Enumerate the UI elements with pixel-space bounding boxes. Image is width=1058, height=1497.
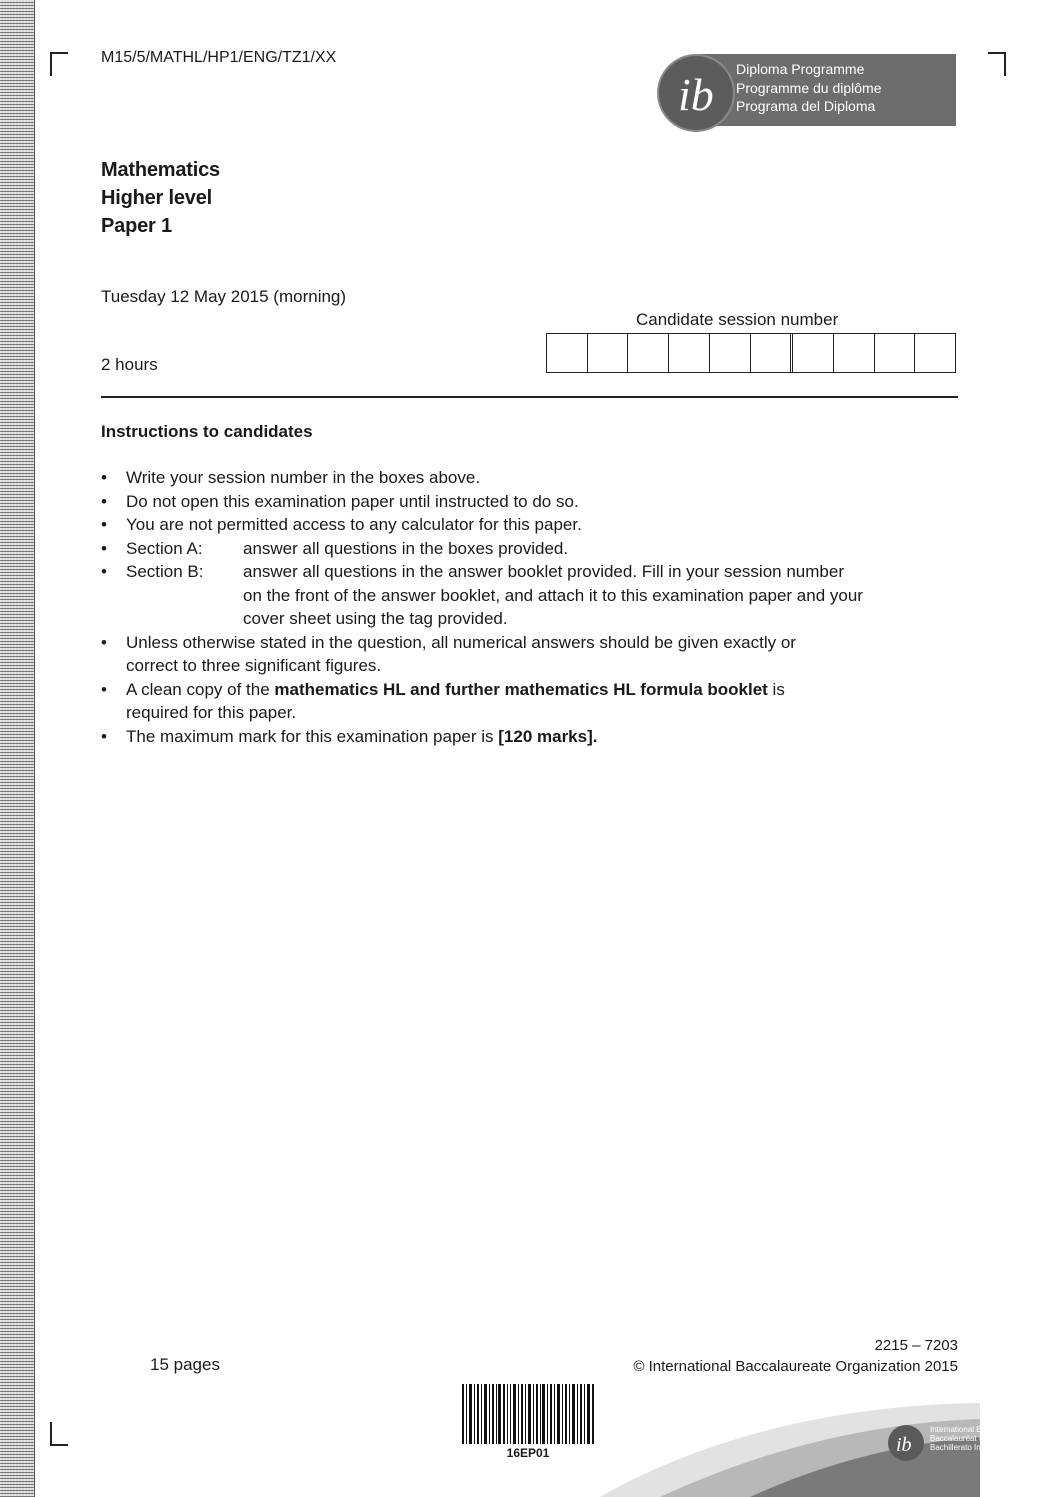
paper-code: 2215 – 7203 — [874, 1337, 958, 1354]
section-b-text — [243, 560, 961, 631]
session-box-2[interactable] — [588, 334, 629, 372]
section-a-label: Section A: — [126, 538, 203, 558]
instructions-title: Instructions to candidates — [101, 422, 313, 441]
bullet-icon: • — [101, 538, 107, 558]
instruction-item — [101, 631, 961, 678]
max-marks: [120 marks]. — [498, 726, 598, 746]
scan-edge-strip — [0, 0, 35, 1497]
instructions-list — [101, 466, 961, 748]
session-box-9[interactable] — [875, 334, 916, 372]
ib-logo-line-3: Programa del Diploma — [736, 98, 876, 114]
instruction-item — [101, 490, 961, 514]
document-code: M15/5/MATHL/HP1/ENG/TZ1/XX — [101, 49, 337, 66]
instruction-line — [126, 678, 961, 702]
barcode — [462, 1384, 594, 1444]
formula-booklet-name: mathematics HL and further mathematics HL formula booklet — [274, 679, 768, 699]
bullet-icon: • — [101, 679, 107, 699]
crop-mark-bottom-left — [50, 1422, 68, 1446]
instruction-text-pre: A clean copy of the — [126, 679, 275, 699]
ib-logo-lines — [736, 60, 882, 116]
instruction-text-pre: The maximum mark for this examination paper is — [126, 726, 499, 746]
copyright-notice: © International Baccalaureate Organization 2015 — [633, 1358, 958, 1375]
instruction-item — [101, 466, 961, 490]
session-box-1[interactable] — [547, 334, 588, 372]
paper-title-block — [101, 156, 220, 240]
ib-logo-text: ib — [678, 69, 714, 120]
session-number-label: Candidate session number — [636, 310, 839, 329]
session-box-7[interactable] — [793, 334, 834, 372]
bullet-icon: • — [101, 491, 107, 511]
instruction-item-formula-booklet — [101, 678, 961, 725]
subject-level: Higher level — [101, 187, 212, 209]
session-box-4[interactable] — [669, 334, 710, 372]
ib-organization-names — [930, 1425, 1033, 1452]
instruction-line: Unless otherwise stated in the question, all numerical answers should be given exactly or — [126, 632, 796, 652]
instruction-text: Do not open this examination paper until instructed to do so. — [126, 491, 579, 511]
bullet-icon: • — [101, 632, 107, 652]
instruction-item-max-marks — [101, 725, 961, 749]
bullet-icon: • — [101, 468, 107, 487]
section-b-label: Section B: — [126, 562, 204, 581]
instruction-line: required for this paper. — [126, 703, 297, 722]
session-box-5[interactable] — [710, 334, 751, 372]
page-count: 15 pages — [150, 1355, 220, 1374]
session-box-3[interactable] — [628, 334, 669, 372]
session-box-10[interactable] — [915, 334, 955, 372]
bullet-icon: • — [101, 726, 107, 746]
instruction-text: Write your session number in the boxes above. — [126, 468, 481, 487]
instruction-item-section-b — [101, 560, 961, 631]
bullet-icon: • — [101, 515, 107, 534]
subject-name: Mathematics — [101, 159, 220, 181]
bullet-icon: • — [101, 562, 107, 581]
instruction-item — [101, 513, 961, 537]
org-name-fr: Baccalauréat International — [930, 1434, 1023, 1443]
header-divider — [101, 396, 958, 398]
session-box-6[interactable] — [751, 334, 794, 372]
footer-info — [633, 1335, 958, 1377]
ib-logo-line-2: Programme du diplôme — [736, 79, 882, 96]
instruction-text-post: is — [767, 679, 785, 699]
session-box-8[interactable] — [834, 334, 875, 372]
section-b-line-2: on the front of the answer booklet, and attach it to this examination paper and your — [243, 585, 863, 605]
org-name-es: Bachillerato Internacional — [930, 1443, 1020, 1452]
crop-mark-top-left — [50, 52, 68, 76]
instruction-text — [126, 725, 961, 749]
instruction-text: You are not permitted access to any calculator for this paper. — [126, 515, 582, 534]
exam-date: Tuesday 12 May 2015 (morning) — [101, 287, 347, 306]
paper-number: Paper 1 — [101, 215, 172, 237]
section-a-text: answer all questions in the boxes provided. — [243, 538, 569, 558]
exam-duration: 2 hours — [101, 355, 158, 374]
org-name-en: International Baccalaureate® — [930, 1425, 1034, 1434]
barcode-label: 16EP01 — [506, 1446, 550, 1460]
ib-logo-line-1: Diploma Programme — [736, 61, 865, 77]
instruction-item-section-a — [101, 537, 961, 561]
instruction-text — [126, 631, 961, 678]
svg-text:ib: ib — [896, 1434, 912, 1456]
session-number-boxes[interactable] — [546, 333, 956, 373]
instruction-text — [126, 678, 961, 725]
ib-diploma-logo — [656, 52, 960, 134]
ib-footer-swoosh — [600, 1385, 980, 1497]
instruction-line: correct to three significant figures. — [126, 656, 382, 675]
section-b-line-3: cover sheet using the tag provided. — [243, 609, 508, 628]
section-b-line-1: answer all questions in the answer booklet provided. Fill in your session number — [243, 562, 844, 581]
crop-mark-top-right — [988, 52, 1006, 76]
